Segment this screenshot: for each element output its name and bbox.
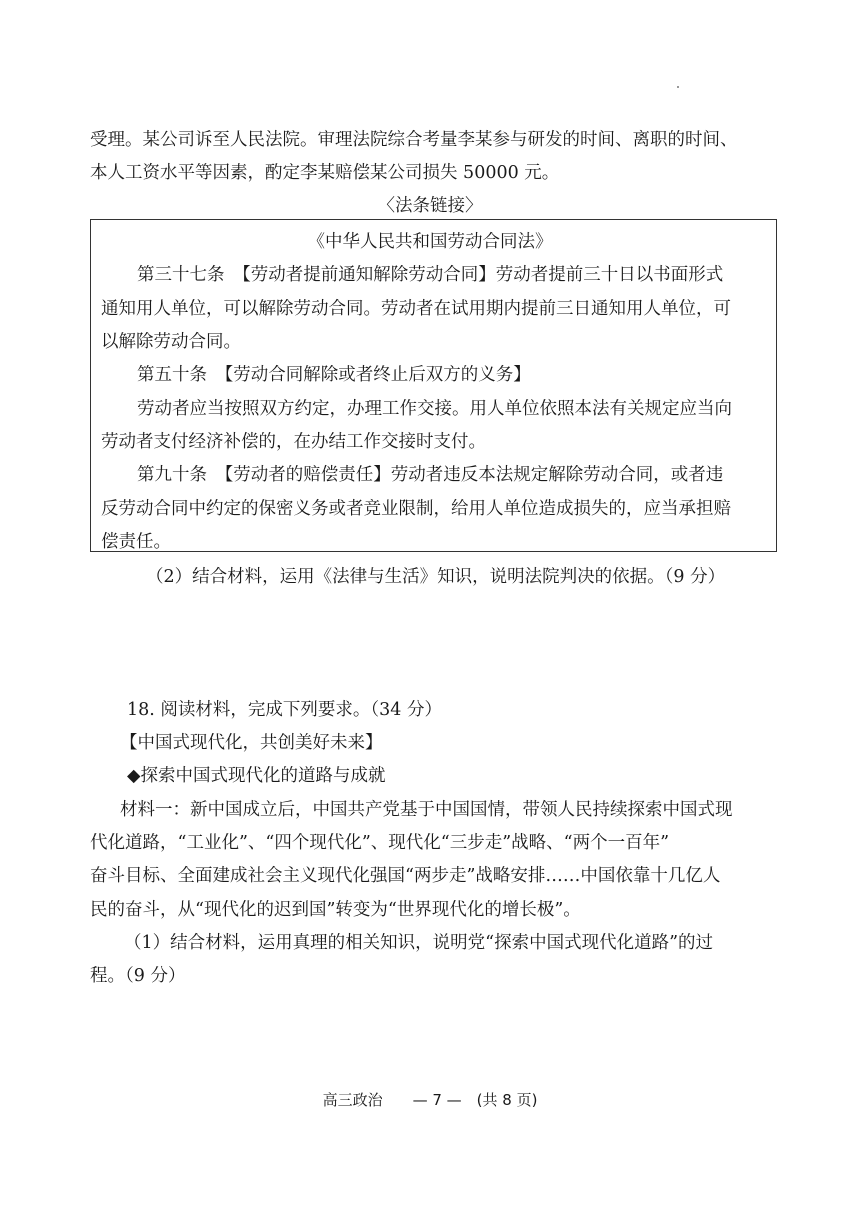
material-line: 代化道路，“工业化”、“四个现代化”、现代化“三步走”战略、“两个一百年”: [90, 833, 670, 853]
material-line: 奋斗目标、全面建成社会主义现代化强国“两步走”战略安排……中国依靠十几亿人: [90, 866, 721, 886]
article-90-line: 第九十条 【劳动者的赔偿责任】劳动者违反本法规定解除劳动合同，或者违: [137, 465, 724, 485]
question-18-1: （1）结合材料，运用真理的相关知识，说明党“探索中国式现代化道路”的过: [124, 933, 714, 953]
question-17-2: （2）结合材料，运用《法律与生活》知识，说明法院判决的依据。（9 分）: [146, 567, 726, 587]
article-90-line: 反劳动合同中约定的保密义务或者竞业限制，给用人单位造成损失的，应当承担赔: [101, 499, 731, 519]
theme-title: 【中国式现代化，共创美好未来】: [120, 733, 383, 753]
speck-mark: [677, 86, 679, 88]
paragraph-line: 受理。某公司诉至人民法院。审理法院综合考量李某参与研发的时间、离职的时间、: [90, 130, 738, 150]
material-line: 民的奋斗，从“现代化的迟到国”转变为“世界现代化的增长极”。: [90, 900, 581, 920]
page-footer: 高三政治 — 7 — (共 8 页): [322, 1091, 538, 1109]
article-37-line: 以解除劳动合同。: [101, 332, 241, 352]
article-50-title: 第五十条 【劳动合同解除或者终止后双方的义务】: [137, 365, 531, 385]
question-18-heading: 18. 阅读材料，完成下列要求。（34 分）: [127, 700, 442, 720]
question-18-1: 程。（9 分）: [90, 966, 186, 986]
law-link-title: 〈法条链接〉: [377, 196, 483, 216]
material-line: 材料一：新中国成立后，中国共产党基于中国国情，带领人民持续探索中国式现: [120, 800, 733, 820]
section-title: ◆探索中国式现代化的道路与成就: [127, 766, 386, 786]
article-50-line: 劳动者支付经济补偿的，在办结工作交接时支付。: [101, 432, 486, 452]
article-37-line: 第三十七条 【劳动者提前通知解除劳动合同】劳动者提前三十日以书面形式: [137, 265, 724, 285]
article-90-line: 偿责任。: [101, 532, 171, 552]
law-name: 《中华人民共和国劳动合同法》: [307, 232, 553, 252]
article-37-line: 通知用人单位，可以解除劳动合同。劳动者在试用期内提前三日通知用人单位，可: [101, 299, 731, 319]
article-50-line: 劳动者应当按照双方约定，办理工作交接。用人单位依照本法有关规定应当向: [137, 399, 732, 419]
paragraph-line: 本人工资水平等因素，酌定李某赔偿某公司损失 50000 元。: [90, 163, 560, 183]
